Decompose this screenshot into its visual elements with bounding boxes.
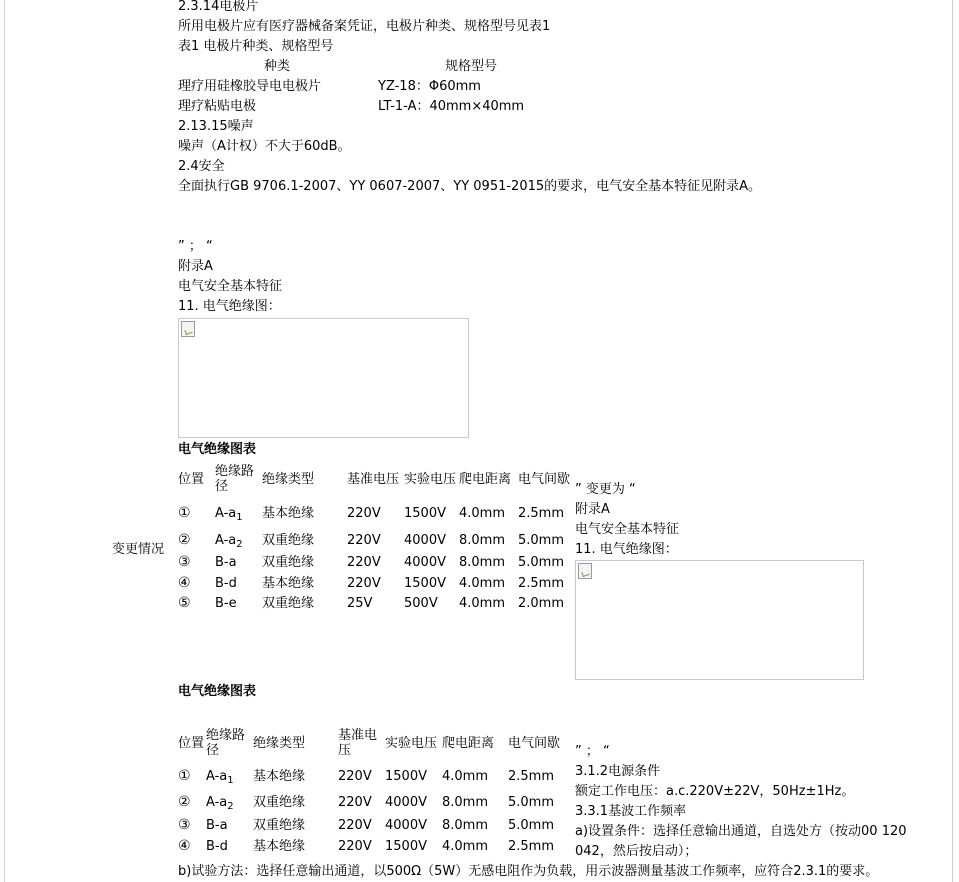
row-label: 变更情况 bbox=[112, 542, 165, 557]
cell-path bbox=[215, 497, 262, 529]
spec-row bbox=[178, 97, 761, 117]
path-text: A-a bbox=[215, 532, 237, 548]
th-type: 绝缘类型 bbox=[262, 471, 315, 487]
table-row bbox=[178, 497, 578, 529]
cell-position: ② bbox=[178, 531, 191, 548]
path-text: B-d bbox=[215, 575, 237, 591]
cell-creepage: 8.0mm bbox=[459, 532, 506, 548]
table-row bbox=[178, 762, 570, 790]
cell-position: ① bbox=[178, 767, 191, 784]
cell-creepage: 4.0mm bbox=[459, 595, 506, 611]
appendix-a-subtitle: 电气安全基本特征 bbox=[178, 279, 283, 294]
right-border-line bbox=[952, 0, 953, 882]
table-row bbox=[178, 836, 570, 856]
spec-table-header bbox=[178, 57, 761, 77]
path-text: B-a bbox=[206, 817, 228, 833]
cell-position: ③ bbox=[178, 816, 191, 833]
table-row bbox=[178, 573, 578, 593]
table-row bbox=[178, 593, 578, 613]
cell-path bbox=[206, 814, 253, 836]
changed-content bbox=[575, 480, 679, 560]
cell-type: 基本绝缘 bbox=[262, 575, 315, 591]
cell-path bbox=[215, 529, 262, 551]
th-path: 绝缘路径 bbox=[215, 464, 255, 494]
table-header-row bbox=[178, 461, 578, 497]
th-position: 位置 bbox=[178, 735, 205, 751]
th-test-voltage: 实验电压 bbox=[385, 735, 438, 751]
cell-ref-voltage: 220V bbox=[338, 817, 372, 833]
cell-creepage: 4.0mm bbox=[459, 505, 506, 521]
cell-creepage: 4.0mm bbox=[442, 768, 489, 784]
cell-test-voltage: 1500V bbox=[404, 505, 446, 521]
rated-voltage-text: 额定工作电压：a.c.220V±22V，50Hz±1Hz。 bbox=[575, 784, 855, 799]
spec-row-model: YZ-18：Φ60mm bbox=[378, 79, 481, 94]
path-text: B-d bbox=[206, 838, 228, 854]
cell-path bbox=[215, 593, 262, 613]
cell-test-voltage: 4000V bbox=[404, 532, 446, 548]
table-header-row bbox=[178, 724, 570, 762]
cell-clearance: 2.5mm bbox=[518, 575, 565, 591]
cell-type: 基本绝缘 bbox=[262, 505, 315, 521]
cell-type: 双重绝缘 bbox=[253, 817, 306, 833]
cell-clearance: 5.0mm bbox=[508, 817, 555, 833]
cell-position: ⑤ bbox=[178, 594, 191, 611]
table-row bbox=[178, 814, 570, 836]
spec-row bbox=[178, 77, 761, 97]
insulation-diagram-label: 11. 电气绝缘图： bbox=[178, 299, 281, 314]
cell-clearance: 5.0mm bbox=[518, 532, 565, 548]
noise-requirement-text: 噪声（A计权）不大于60dB。 bbox=[178, 139, 351, 154]
cell-position: ① bbox=[178, 504, 191, 521]
quote-marks: ” ； “ bbox=[575, 744, 610, 759]
path-subscript: 1 bbox=[236, 511, 243, 523]
cell-ref-voltage: 220V bbox=[347, 575, 381, 591]
insulation-table-changed bbox=[178, 724, 570, 856]
th-clearance: 电气间歇 bbox=[518, 471, 571, 487]
th-ref-voltage: 基准电压 bbox=[347, 471, 400, 487]
th-position: 位置 bbox=[178, 471, 205, 487]
setting-condition-text: a)设置条件：选择任意输出通道，自选处方（按动00 120 bbox=[575, 824, 907, 839]
path-text: A-a bbox=[206, 768, 228, 784]
cell-position: ④ bbox=[178, 837, 191, 854]
cell-path bbox=[206, 762, 253, 790]
section-3-1-2-heading: 3.1.2电源条件 bbox=[575, 764, 661, 779]
path-subscript: 2 bbox=[227, 800, 234, 812]
cell-ref-voltage: 220V bbox=[338, 768, 372, 784]
section-2-3-14-heading: 2.3.14电极片 bbox=[178, 0, 259, 14]
th-path: 绝缘路径 bbox=[206, 728, 246, 758]
cell-ref-voltage: 220V bbox=[338, 794, 372, 810]
cell-position: ④ bbox=[178, 574, 191, 591]
cell-path bbox=[206, 790, 253, 814]
spec-header-type: 种类 bbox=[264, 59, 291, 74]
th-creepage: 爬电距离 bbox=[442, 735, 495, 751]
cell-test-voltage: 500V bbox=[404, 595, 438, 611]
insulation-diagram-image-changed bbox=[575, 560, 864, 680]
appendix-a-title: 附录A bbox=[575, 502, 610, 517]
cell-path bbox=[215, 551, 262, 573]
quote-marks: ” ； “ bbox=[178, 239, 213, 254]
path-text: A-a bbox=[215, 505, 237, 521]
insulation-table-title: 电气绝缘图表 bbox=[178, 442, 257, 457]
electrode-requirement-text: 所用电极片应有医疗器械备案凭证，电极片种类、规格型号见表1 bbox=[178, 19, 551, 34]
table-1-caption: 表1 电极片种类、规格型号 bbox=[178, 39, 334, 54]
path-subscript: 2 bbox=[236, 538, 243, 550]
original-content bbox=[178, 0, 761, 197]
path-text: B-a bbox=[215, 554, 237, 570]
path-text: B-e bbox=[215, 595, 237, 611]
cell-clearance: 5.0mm bbox=[518, 554, 565, 570]
setting-condition-text-cont: 042，然后按启动）； bbox=[575, 844, 698, 859]
cell-path bbox=[215, 573, 262, 593]
th-clearance: 电气间歇 bbox=[508, 735, 561, 751]
cell-test-voltage: 4000V bbox=[385, 817, 427, 833]
cell-type: 双重绝缘 bbox=[262, 554, 315, 570]
cell-test-voltage: 1500V bbox=[385, 838, 427, 854]
cell-clearance: 2.5mm bbox=[508, 838, 555, 854]
cell-type: 双重绝缘 bbox=[253, 794, 306, 810]
broken-image-icon bbox=[181, 321, 195, 337]
safety-requirement-text: 全面执行GB 9706.1-2007、YY 0607-2007、YY 0951-2015的要求，电气安全基本特征见附录A。 bbox=[178, 179, 762, 194]
table-row bbox=[178, 551, 578, 573]
cell-test-voltage: 1500V bbox=[385, 768, 427, 784]
insulation-table-title-changed: 电气绝缘图表 bbox=[178, 684, 257, 699]
cell-clearance: 2.5mm bbox=[518, 505, 565, 521]
cell-creepage: 4.0mm bbox=[459, 575, 506, 591]
cell-ref-voltage: 220V bbox=[347, 554, 381, 570]
insulation-diagram-label: 11. 电气绝缘图： bbox=[575, 542, 678, 557]
cell-test-voltage: 4000V bbox=[404, 554, 446, 570]
appendix-a-title: 附录A bbox=[178, 259, 213, 274]
cell-type: 双重绝缘 bbox=[262, 595, 315, 611]
broken-image-icon bbox=[578, 563, 592, 579]
table-row bbox=[178, 790, 570, 814]
spec-row-model: LT-1-A：40mm×40mm bbox=[378, 99, 525, 114]
cell-ref-voltage: 220V bbox=[347, 505, 381, 521]
spec-row-type: 理疗粘贴电极 bbox=[178, 99, 257, 114]
cell-creepage: 8.0mm bbox=[442, 794, 489, 810]
cell-position: ③ bbox=[178, 553, 191, 570]
cell-creepage: 8.0mm bbox=[459, 554, 506, 570]
cell-path bbox=[206, 836, 253, 856]
cell-ref-voltage: 25V bbox=[347, 595, 373, 611]
insulation-table bbox=[178, 461, 578, 613]
spec-header-model: 规格型号 bbox=[445, 59, 498, 74]
cell-ref-voltage: 220V bbox=[338, 838, 372, 854]
section-safety-heading: 2.4安全 bbox=[178, 159, 225, 174]
path-subscript: 1 bbox=[227, 774, 234, 786]
cell-test-voltage: 1500V bbox=[404, 575, 446, 591]
cell-clearance: 2.0mm bbox=[518, 595, 565, 611]
cell-creepage: 8.0mm bbox=[442, 817, 489, 833]
change-to-marks: ” 变更为 “ bbox=[575, 482, 636, 497]
table-row bbox=[178, 529, 578, 551]
left-border-line bbox=[4, 0, 5, 882]
th-creepage: 爬电距离 bbox=[459, 471, 512, 487]
test-method-text: b)试验方法：选择任意输出通道，以500Ω（5W）无感电阻作为负载，用示波器测量基波工作频率，应符合2.3.1的要求。 bbox=[178, 864, 879, 879]
cell-creepage: 4.0mm bbox=[442, 838, 489, 854]
insulation-diagram-image bbox=[178, 318, 469, 438]
section-noise-heading: 2.13.15噪声 bbox=[178, 119, 254, 134]
cell-position: ② bbox=[178, 793, 191, 810]
spec-row-type: 理疗用硅橡胶导电电极片 bbox=[178, 79, 322, 94]
path-text: A-a bbox=[206, 794, 228, 810]
appendix-a-subtitle: 电气安全基本特征 bbox=[575, 522, 680, 537]
th-type: 绝缘类型 bbox=[253, 735, 306, 751]
cell-type: 基本绝缘 bbox=[253, 838, 306, 854]
th-ref-voltage: 基准电压 bbox=[338, 728, 378, 758]
cell-type: 基本绝缘 bbox=[253, 768, 306, 784]
cell-clearance: 2.5mm bbox=[508, 768, 555, 784]
th-test-voltage: 实验电压 bbox=[404, 471, 457, 487]
cell-type: 双重绝缘 bbox=[262, 532, 315, 548]
section-3-3-1-heading: 3.3.1基波工作频率 bbox=[575, 804, 687, 819]
cell-test-voltage: 4000V bbox=[385, 794, 427, 810]
cell-clearance: 5.0mm bbox=[508, 794, 555, 810]
changed-section-3 bbox=[575, 742, 907, 862]
cell-ref-voltage: 220V bbox=[347, 532, 381, 548]
original-appendix bbox=[178, 237, 282, 317]
